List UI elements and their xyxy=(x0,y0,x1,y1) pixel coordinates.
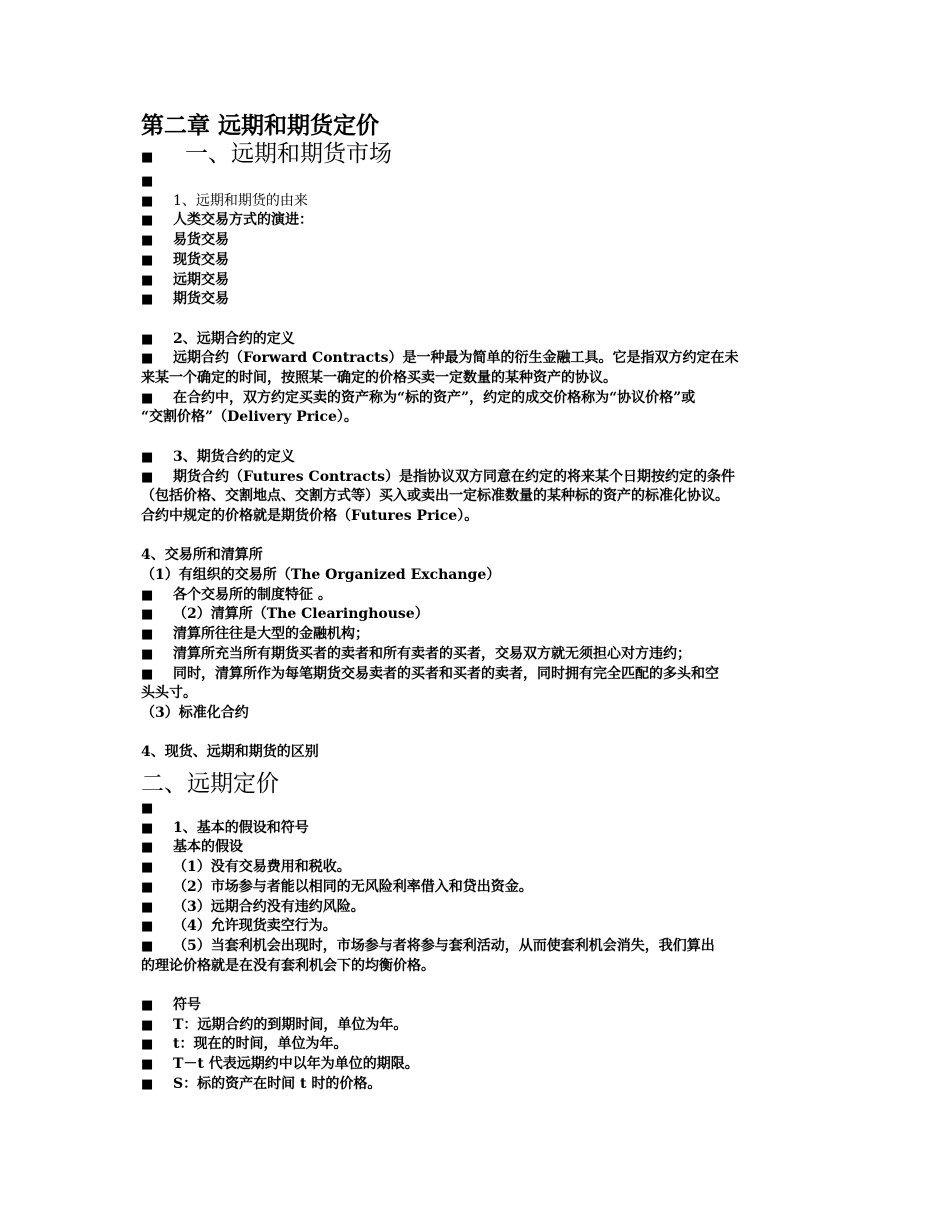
bullet-icon: ■ xyxy=(141,607,154,623)
subheading: （3）标准化合约 xyxy=(141,704,249,721)
exchange-heading: 4、交易所和清算所 xyxy=(141,547,263,564)
blank-line xyxy=(141,428,831,448)
bullet-icon: ■ xyxy=(141,272,154,288)
list-item: ■ 现货交易 xyxy=(141,251,831,271)
bullet-icon: ■ xyxy=(141,449,154,465)
bullet-icon: ■ xyxy=(141,860,154,876)
list-item: ■ （2）市场参与者能以相同的无风险利率借入和贷出资金。 xyxy=(141,878,831,898)
empty-bullet-line xyxy=(141,172,831,192)
symbols-heading: ■ 符号 xyxy=(141,996,831,1016)
list-item: ■ T－t 代表远期约中以年为单位的期限。 xyxy=(141,1055,831,1075)
bullet-icon: ■ xyxy=(141,820,154,836)
bullet-icon: ■ xyxy=(141,666,154,682)
list-item: ■ 各个交易所的制度特征 。 xyxy=(141,586,831,606)
list-item: ■ （2）清算所（The Clearinghouse） xyxy=(141,605,831,625)
paragraph-cont: 的理论价格就是在没有套利机会下的均衡价格。 xyxy=(141,957,435,974)
blank-line xyxy=(141,527,831,547)
bullet-icon: ■ xyxy=(141,899,154,915)
bullet-icon: ■ xyxy=(141,469,154,485)
origin-heading: ■ 1、远期和期货的由来 xyxy=(141,192,831,212)
list-item: ■ 基本的假设 xyxy=(141,838,831,858)
bullet-icon: ■ xyxy=(141,351,154,367)
subheading: （1）有组织的交易所（The Organized Exchange） xyxy=(141,567,501,584)
blank-line xyxy=(141,310,831,330)
paragraph: ■ 期货合约（Futures Contracts）是指协议双方同意在约定的将来某个日期按约定的条件 xyxy=(141,468,831,488)
bullet-icon: ■ xyxy=(141,879,154,895)
blank-line xyxy=(141,724,831,744)
list-item: ■ 易货交易 xyxy=(141,231,831,251)
list-item: ■ t：现在的时间，单位为年。 xyxy=(141,1035,831,1055)
list-item: ■ （1）没有交易费用和税收。 xyxy=(141,858,831,878)
list-item: ■ 清算所往往是大型的金融机构； xyxy=(141,625,831,645)
bullet-icon: ■ xyxy=(141,919,154,935)
list-item: ■ 同时，清算所作为每笔期货交易卖者的买者和买者的卖者，同时拥有完全匹配的多头和空 xyxy=(141,665,831,685)
paragraph-cont: 头头寸。 xyxy=(141,685,197,702)
list-item: ■ （3）远期合约没有违约风险。 xyxy=(141,898,831,918)
bullet-icon: ■ xyxy=(141,252,154,268)
list-item: ■ 期货交易 xyxy=(141,290,831,310)
bullet-icon: ■ xyxy=(141,801,154,817)
blank-line xyxy=(141,976,831,996)
bullet-icon: ■ xyxy=(141,331,154,347)
list-item: ■ 远期交易 xyxy=(141,271,831,291)
bullet-icon: ■ xyxy=(141,1057,154,1073)
bullet-icon: ■ xyxy=(141,938,154,954)
bullet-icon: ■ xyxy=(141,587,154,603)
empty-bullet-line xyxy=(141,799,831,819)
bullet-icon: ■ xyxy=(141,840,154,856)
document-page xyxy=(141,112,831,1095)
bullet-icon: ■ xyxy=(141,292,154,308)
list-item: ■ 清算所充当所有期货买者的卖者和所有卖者的买者，交易双方就无须担心对方违约； xyxy=(141,645,831,665)
difference-heading: 4、现货、远期和期货的区别 xyxy=(141,744,319,761)
paragraph-cont: “交割价格”（Delivery Price）。 xyxy=(141,409,358,426)
list-item: ■ （5）当套利机会出现时，市场参与者将参与套利活动，从而使套利机会消失，我们算出 xyxy=(141,937,831,957)
paragraph-cont: 来某一个确定的时间，按照某一确定的价格买卖一定数量的某种资产的协议。 xyxy=(141,370,617,387)
bullet-icon: ■ xyxy=(141,193,154,209)
list-item: ■ （4）允许现货卖空行为。 xyxy=(141,917,831,937)
bullet-icon: ■ xyxy=(141,174,154,189)
bullet-icon: ■ xyxy=(141,1017,154,1033)
list-item: ■ S：标的资产在时间 t 时的价格。 xyxy=(141,1075,831,1095)
paragraph-cont: （包括价格、交割地点、交割方式等）买入或卖出一定标准数量的某种标的资产的标准化协议。 xyxy=(141,488,729,505)
futures-def-heading: ■ 3、期货合约的定义 xyxy=(141,448,831,468)
forward-def-heading: ■ 2、远期合约的定义 xyxy=(141,330,831,350)
paragraph-cont: 合约中规定的价格就是期货价格（Futures Price）。 xyxy=(141,507,479,524)
bullet-icon: ■ xyxy=(141,390,154,406)
bullet-icon: ■ xyxy=(141,646,154,662)
bullet-icon: ■ xyxy=(141,1076,154,1092)
chapter-title: 第二章 远期和期货定价 xyxy=(141,112,380,139)
bullet-icon: ■ xyxy=(141,213,154,229)
bullet-icon: ■ xyxy=(141,1037,154,1053)
paragraph: ■ 在合约中，双方约定买卖的资产称为“标的资产”，约定的成交价格称为“协议价格”或 xyxy=(141,389,831,409)
section-1-title: ■ 一、远期和期货市场 xyxy=(141,140,831,172)
list-item: ■ T：远期合约的到期时间，单位为年。 xyxy=(141,1016,831,1036)
bullet-icon: ■ xyxy=(141,150,154,165)
bullet-icon: ■ xyxy=(141,233,154,249)
paragraph: ■ 远期合约（Forward Contracts）是一种最为简单的衍生金融工具。它是指双方约定在未 xyxy=(141,349,831,369)
list-item: ■ 人类交易方式的演进： xyxy=(141,211,831,231)
bullet-icon: ■ xyxy=(141,627,154,643)
section-2-title: 二、远期定价 xyxy=(141,771,279,798)
assumptions-heading: ■ 1、基本的假设和符号 xyxy=(141,819,831,839)
bullet-icon: ■ xyxy=(141,998,154,1014)
